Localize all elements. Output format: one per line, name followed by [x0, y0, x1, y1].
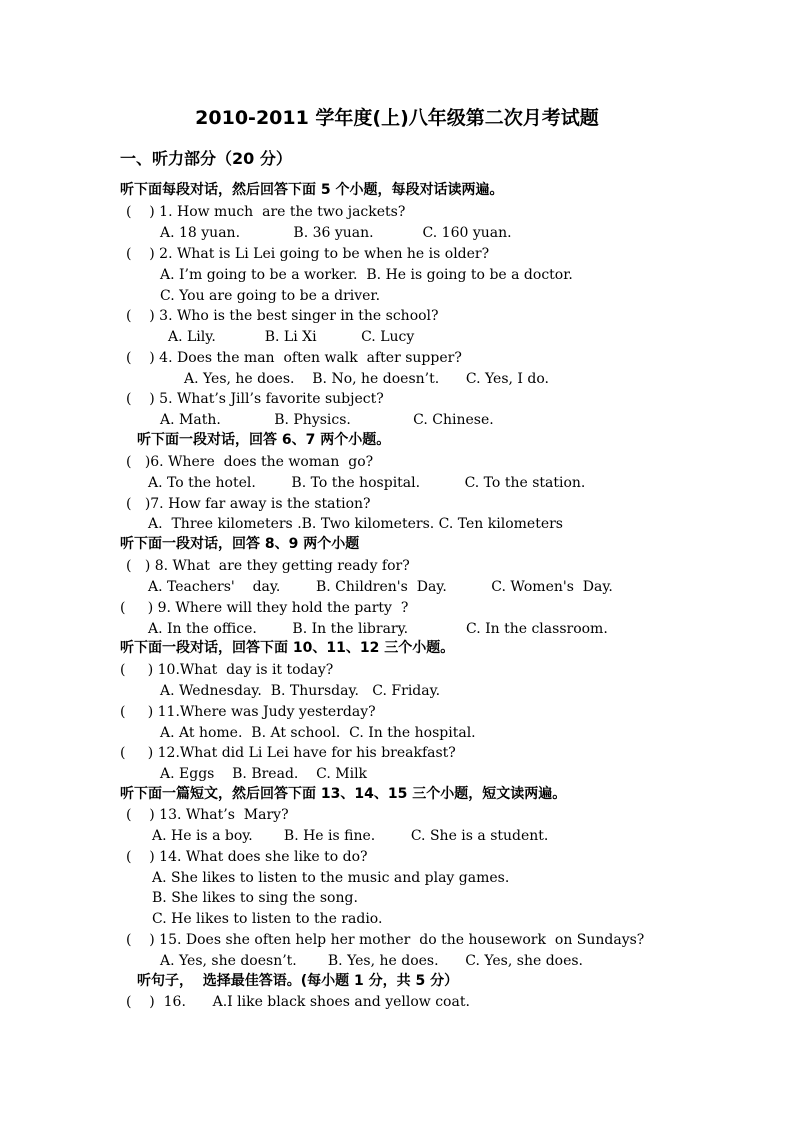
question-5-options: A. Math. B. Physics. C. Chinese.: [160, 412, 494, 428]
question-8: ( ) 8. What are they getting ready for?: [126, 558, 410, 574]
question-15-options: A. Yes, she doesn’t. B. Yes, he does. C. Yes, she does.: [160, 953, 584, 969]
instruction-5: 听下面一篇短文，然后回答下面 13、14、15 三个小题，短文读两遍。: [120, 786, 567, 802]
question-1-options: A. 18 yuan. B. 36 yuan. C. 160 yuan.: [160, 225, 512, 241]
question-6: ( )6. Where does the woman go?: [126, 454, 374, 470]
question-7: ( )7. How far away is the station?: [126, 496, 371, 512]
question-15: ( ) 15. Does she often help her mother do the housework on Sundays?: [126, 932, 645, 948]
question-2: ( ) 2. What is Li Lei going to be when he is older?: [126, 246, 490, 262]
question-14-options-a: A. She likes to listen to the music and play games.: [152, 870, 510, 886]
section-heading-listening: 一、听力部分（20 分）: [120, 149, 292, 168]
instruction-3: 听下面一段对话，回答 8、9 两个小题: [120, 536, 360, 552]
question-11: ( ) 11.Where was Judy yesterday?: [120, 704, 376, 720]
question-11-options: A. At home. B. At school. C. In the hospital.: [160, 725, 476, 741]
instruction-4: 听下面一段对话，回答下面 10、11、12 三个小题。: [120, 640, 455, 656]
question-2-options-a: A. I’m going to be a worker. B. He is going to be a doctor.: [160, 267, 573, 283]
question-13-options: A. He is a boy. B. He is fine. C. She is a student.: [152, 828, 549, 844]
instruction-2: 听下面一段对话，回答 6、7 两个小题。: [137, 432, 391, 448]
question-14-options-c: C. He likes to listen to the radio.: [152, 911, 383, 927]
question-10-options: A. Wednesday. B. Thursday. C. Friday.: [160, 683, 441, 699]
question-5: ( ) 5. What’s Jill’s favorite subject?: [126, 391, 384, 407]
question-10: ( ) 10.What day is it today?: [120, 662, 334, 678]
question-6-options: A. To the hotel. B. To the hospital. C. To the station.: [148, 475, 586, 491]
question-4-options: A. Yes, he does. B. No, he doesn’t. C. Yes, I do.: [184, 371, 549, 387]
question-12: ( ) 12.What did Li Lei have for his breakfast?: [120, 745, 456, 761]
question-16: ( ) 16. A.I like black shoes and yellow coat.: [126, 994, 470, 1010]
question-9-options: A. In the office. B. In the library. C. In the classroom.: [148, 621, 608, 637]
question-13: ( ) 13. What’s Mary?: [126, 807, 289, 823]
page-title: 2010-2011 学年度(上)八年级第二次月考试题: [195, 107, 599, 129]
question-14: ( ) 14. What does she like to do?: [126, 849, 368, 865]
instruction-6: 听句子， 选择最佳答语。(每小题 1 分，共 5 分）: [137, 973, 459, 989]
question-8-options: A. Teachers' day. B. Children's Day. C. Women's Day.: [148, 579, 613, 595]
question-3-options: A. Lily. B. Li Xi C. Lucy: [168, 329, 415, 345]
question-4: ( ) 4. Does the man often walk after supper?: [126, 350, 462, 366]
question-3: ( ) 3. Who is the best singer in the school?: [126, 308, 439, 324]
question-9: ( ) 9. Where will they hold the party ?: [120, 600, 409, 616]
question-12-options: A. Eggs B. Bread. C. Milk: [160, 766, 368, 782]
question-2-options-b: C. You are going to be a driver.: [160, 288, 381, 304]
question-14-options-b: B. She likes to sing the song.: [152, 890, 358, 906]
question-7-options: A. Three kilometers .B. Two kilometers. C. Ten kilometers: [148, 516, 563, 532]
question-1: ( ) 1. How much are the two jackets?: [126, 204, 406, 220]
instruction-1: 听下面每段对话，然后回答下面 5 个小题，每段对话读两遍。: [120, 182, 504, 198]
